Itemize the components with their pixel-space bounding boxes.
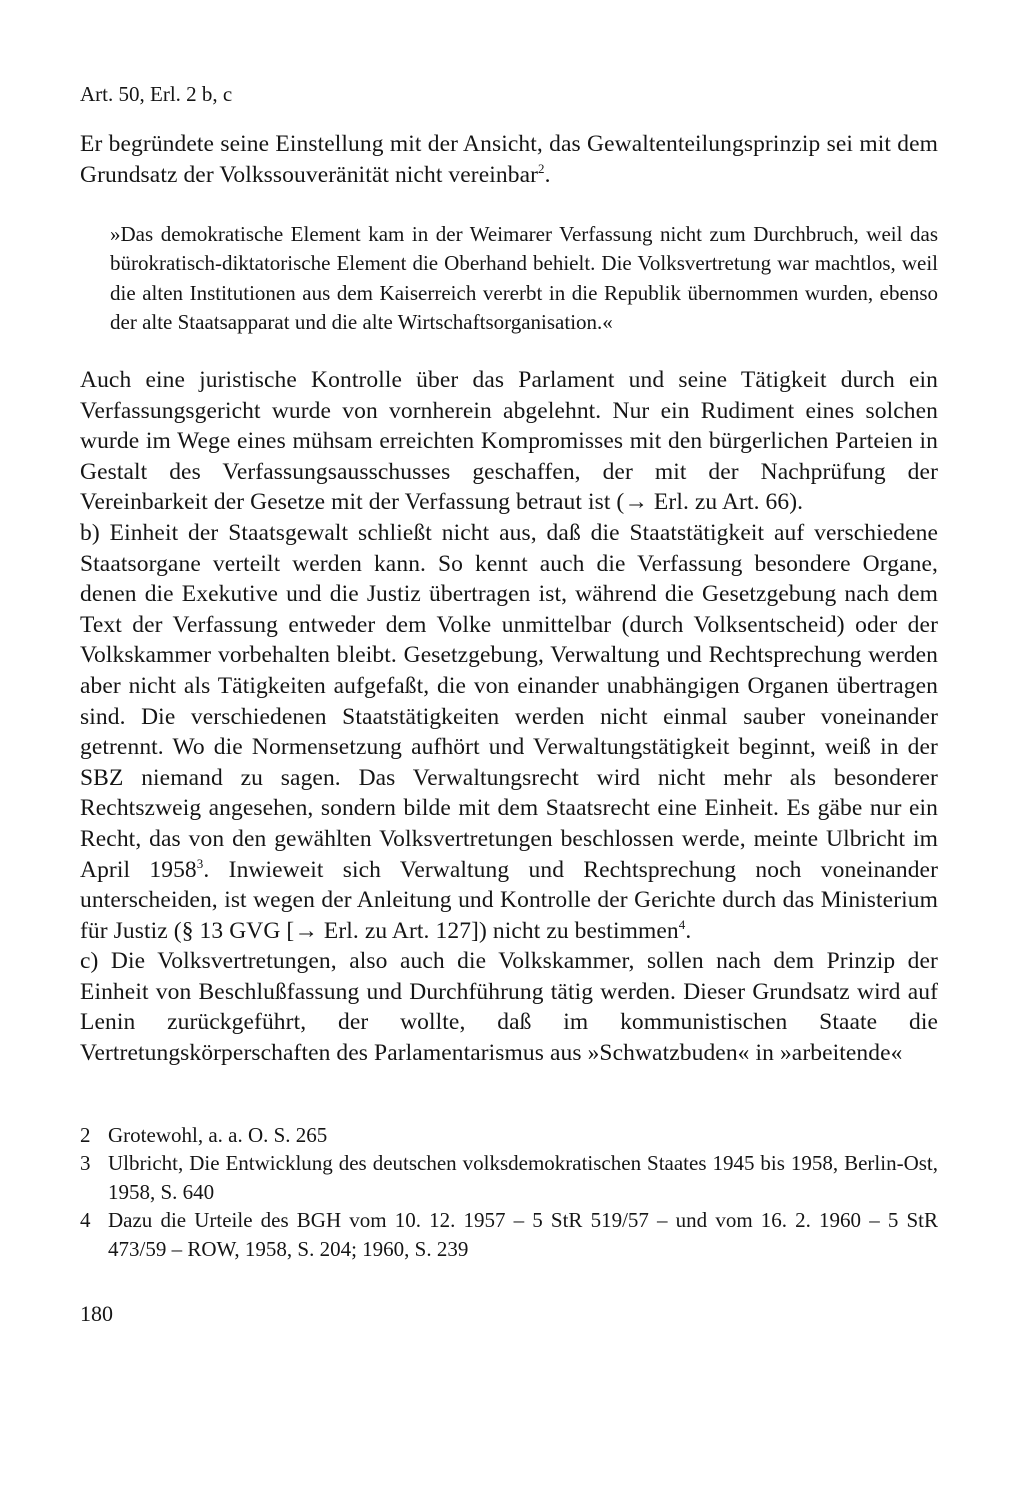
paragraph-intro-end: .: [544, 161, 551, 188]
paragraph-b-text-2: . Inwieweit sich Verwaltung und Rechtsprechung noch voneinander unterscheiden, ist wegen der Anleitung und Kontrolle der Gerichte durch das Ministerium für Justiz (§ 13 GVG [→ Erl. zu Art. 127]) nicht zu bestimmen: [80, 856, 938, 944]
block-quote: »Das demokratische Element kam in der Weimarer Verfassung nicht zum Durchbruch, weil das bürokratisch-diktatorische Element die Oberhand behielt. Die Volksvertretung war machtlos, weil die alten Institutionen aus dem Kaiserreich vererbt in die Republik übernommen wurden, ebenso der alte Staatsapparat und die alte Wirtschaftsorganisation.«: [110, 222, 938, 334]
footnote-text: Ulbricht, Die Entwicklung des deutschen volksdemokratischen Staates 1945 bis 1958, Berlin-Ost, 1958, S. 640: [108, 1151, 938, 1204]
footnote: [80, 1149, 938, 1206]
footnote-ref-4[interactable]: 4: [678, 916, 686, 932]
page-number: 180: [80, 1300, 113, 1326]
footnote: [80, 1121, 938, 1150]
footnote-text: Dazu die Urteile des BGH vom 10. 12. 1957 – 5 StR 519/57 – und vom 16. 2. 1960 – 5 StR 473/59 – ROW, 1958, S. 204; 1960, S. 239: [108, 1208, 938, 1262]
paragraph-constitutional-court: Auch eine juristische Kontrolle über das Parlament und seine Tätigkeit durch ein Verfassungsgericht wurde von vornherein abgelehnt. Nur ein Rudiment eines solchen wurde im Wege eines mühsam erreichten Kompromisses mit den bürgerlichen Parteien in Gestalt des Verfassungsausschusses geschaffen, der mit der Nachprüfung der Vereinbarkeit der Gesetze mit der Verfassung betraut ist (→ Erl. zu Art. 66).: [80, 367, 938, 516]
paragraph-intro-text: Er begründete seine Einstellung mit der Ansicht, das Gewaltenteilungsprinzip sei mit dem Grundsatz der Volkssouveränität nicht vereinbar: [80, 131, 938, 188]
footnotes: [80, 1121, 938, 1264]
running-head: Art. 50, Erl. 2 b, c: [80, 82, 233, 106]
paragraph-b: [80, 518, 938, 946]
footnote-number: 2: [80, 1122, 91, 1147]
paragraph-b-text-1: b) Einheit der Staatsgewalt schließt nicht aus, daß die Staatstätigkeit auf verschiedene Staatsorgane verteilt werden kann. So kennt auch die Verfassung besondere Organe, denen die Exekutive und die Justiz übertragen ist, während die Gesetzgebung nach dem Text der Verfassung entweder dem Volke unmittelbar (durch Volksentscheid) oder der Volkskammer vorbehalten bleibt. Gesetzgebung, Verwaltung und Rechtsprechung werden aber nicht als Tätigkeiten aufgefaßt, die von einander unabhängigen Organen übertragen sind. Die verschiedenen Staatstätigkeiten werden nicht einmal sauber voneinander getrennt. Wo die Normensetzung aufhört und Verwaltungstätigkeit beginnt, weiß in der SBZ niemand zu sagen. Das Verwaltungsrecht wird nicht mehr als besonderer Rechtszweig angesehen, sondern bilde mit dem Staatsrecht eine Einheit. Es gäbe nur ein Recht, das von den gewählten Volksvertretungen beschlossen werde, meinte Ulbricht im April 1958: [80, 519, 938, 883]
paragraph-c: c) Die Volksvertretungen, also auch die Volkskammer, sollen nach dem Prinzip der Einheit von Beschlußfassung und Durchführung tätig werden. Dieser Grundsatz wird auf Lenin zurückgeführt, der wollte, daß im kommunistischen Staate die Vertretungskörperschaften des Parlamentarismus aus »Schwatzbuden« in »arbeitende«: [80, 948, 938, 1067]
paragraph-b-end: .: [685, 917, 692, 944]
footnote: [80, 1206, 938, 1263]
footnote-text: Grotewohl, a. a. O. S. 265: [108, 1122, 328, 1147]
footnote-ref-3[interactable]: 3: [196, 855, 204, 871]
paragraph-intro: [80, 129, 938, 190]
book-page: [80, 80, 938, 1328]
footnote-number: 3: [80, 1151, 91, 1176]
footnote-ref-2[interactable]: 2: [538, 160, 545, 176]
footnote-number: 4: [80, 1208, 91, 1233]
